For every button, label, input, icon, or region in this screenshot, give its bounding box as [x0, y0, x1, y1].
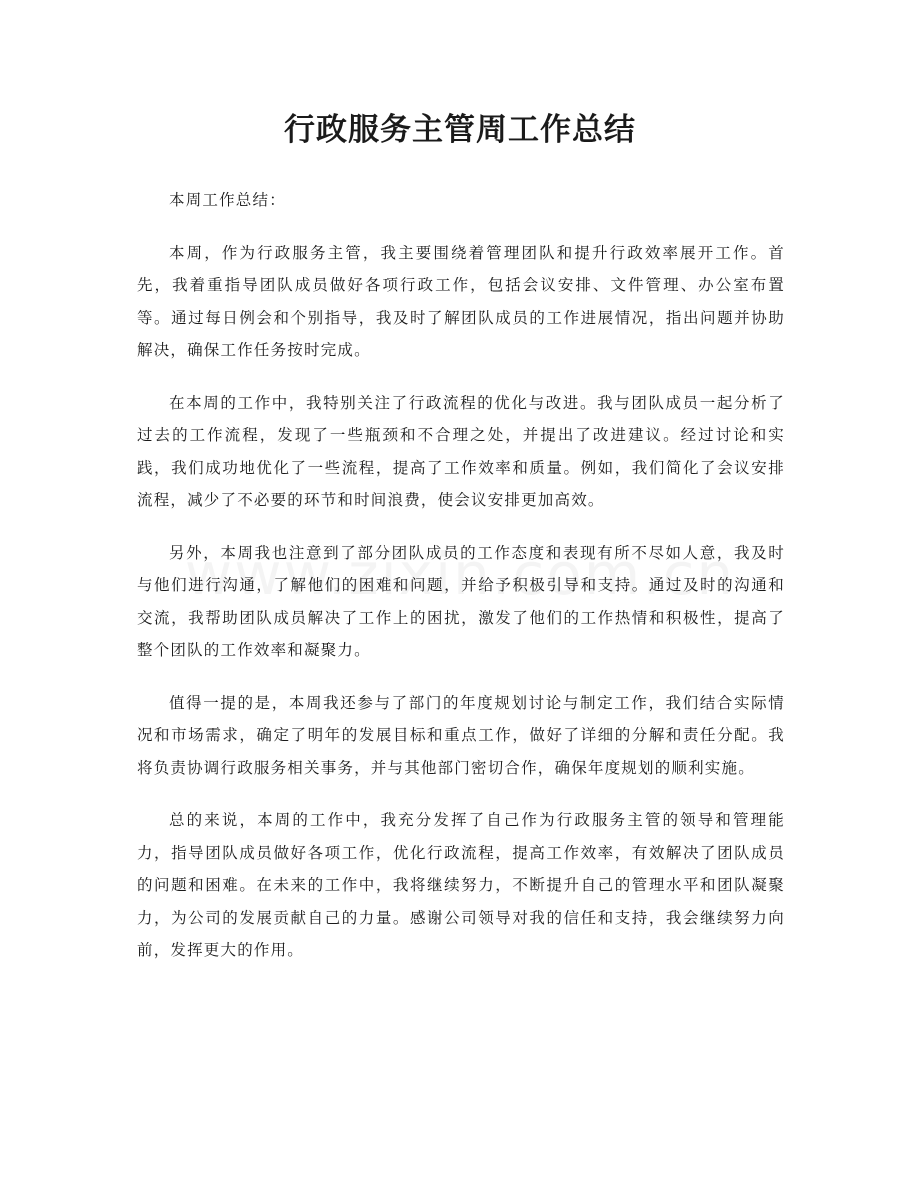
document-title: 行政服务主管周工作总结 [284, 112, 636, 148]
paragraph: 值得一提的是，本周我还参与了部门的年度规划讨论与制定工作，我们结合实际情况和市场需求，确定了明年的发展目标和重点工作，做好了详细的分解和责任分配。我将负责协调行政服务相关事务，并与其他部门密切合作，确保年度规划的顺利实施。 [137, 693, 785, 777]
paragraph: 本周，作为行政服务主管，我主要围绕着管理团队和提升行政效率展开工作。首先，我着重指导团队成员做好各项行政工作，包括会议安排、文件管理、办公室布置等。通过每日例会和个别指导，我及时了解团队成员的工作进展情况，指出问题并协助解决，确保工作任务按时完成。 [137, 243, 785, 359]
paragraph: 在本周的工作中，我特别关注了行政流程的优化与改进。我与团队成员一起分析了过去的工作流程，发现了一些瓶颈和不合理之处，并提出了改进建议。经过讨论和实践，我们成功地优化了一些流程，提高了工作效率和质量。例如，我们简化了会议安排流程，减少了不必要的环节和时间浪费，使会议安排更加高效。 [137, 393, 785, 509]
document-body [137, 184, 785, 987]
paragraph: 另外，本周我也注意到了部分团队成员的工作态度和表现有所不尽如人意，我及时与他们进行沟通，了解他们的困难和问题，并给予积极引导和支持。通过及时的沟通和交流，我帮助团队成员解决了工作上的困扰，激发了他们的工作热情和积极性，提高了整个团队的工作效率和凝聚力。 [137, 543, 785, 659]
paragraph: 总的来说，本周的工作中，我充分发挥了自己作为行政服务主管的领导和管理能力，指导团队成员做好各项工作，优化行政流程，提高工作效率，有效解决了团队成员的问题和困难。在未来的工作中，我将继续努力，不断提升自己的管理水平和团队凝聚力，为公司的发展贡献自己的力量。感谢公司领导对我的信任和支持，我会继续努力向前，发挥更大的作用。 [137, 811, 785, 959]
paragraph-heading: 本周工作总结： [169, 191, 286, 209]
